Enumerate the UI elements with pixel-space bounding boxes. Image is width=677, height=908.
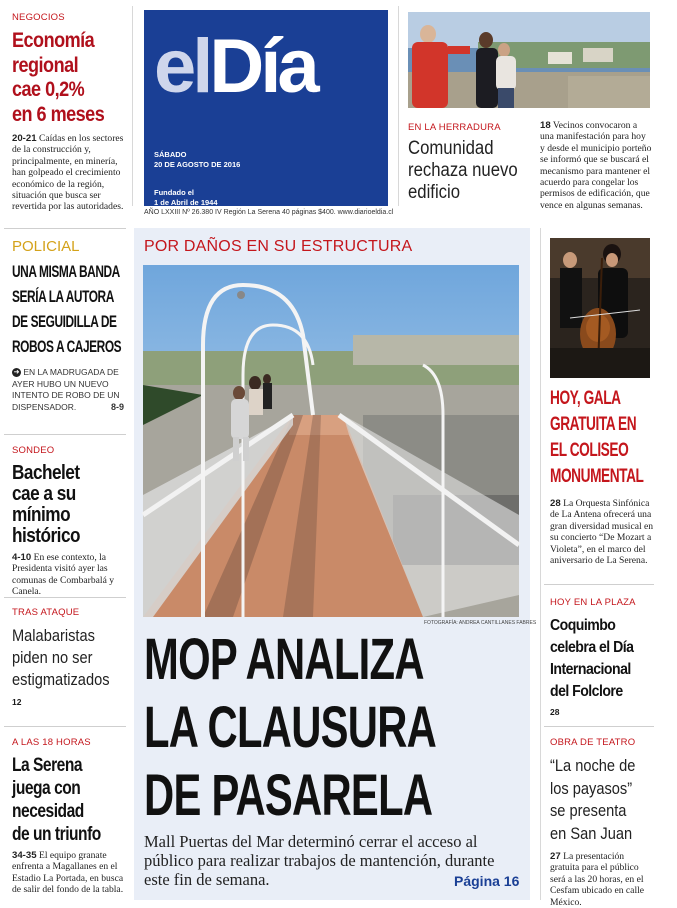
negocios-body: 20-21 Caídas en los sectores de la construcción y, principalmente, en minería, han golpeado el crecimiento económico de la región, situación que busca ser revertida por las autoridades.	[12, 133, 124, 213]
negocios-kicker: NEGOCIOS	[12, 12, 65, 23]
teatro-pages: 27	[550, 851, 561, 862]
divider	[4, 434, 126, 435]
photo-credit: FOTOGRAFÍA: ANDREA CANTILLANES FABRES	[424, 620, 537, 626]
cellist-illustration	[550, 238, 650, 378]
serena-kicker: A LAS 18 HORAS	[12, 737, 91, 748]
main-feature[interactable]	[134, 228, 537, 900]
plaza-pages: 28	[550, 707, 560, 717]
serena-pages: 34-35	[12, 850, 37, 861]
teatro-headline: “La noche de los payasos” se presenta en San Juan	[550, 756, 636, 843]
divider	[4, 726, 126, 727]
policial-body: ➜ EN LA MADRUGADA DE AYER HUBO UN NUEVO INTENTO DE ROBO DE UN DISPENSADOR. 8-9	[12, 367, 124, 412]
footbridge-photo[interactable]	[143, 265, 519, 617]
herradura-photo[interactable]	[408, 12, 650, 108]
policial-pages: 8-9	[110, 401, 124, 412]
issue-info: AÑO LXXIII Nº 26.380 IV Región La Serena 40 páginas $400. www.diarioeldia.cl	[144, 209, 394, 216]
orchestra-photo[interactable]	[550, 238, 650, 378]
teatro-body: 27 La presentación gratuita para el público será a las 20 horas, en el Cesfam ubicado en calle México.	[550, 851, 645, 908]
sondeo-headline: Bachelet cae a su mínimo histórico	[12, 462, 80, 547]
gala-pages: 28	[550, 498, 561, 509]
teatro-kicker: OBRA DE TEATRO	[550, 737, 636, 748]
divider	[398, 6, 399, 206]
sondeo-body: 4-10 En ese contexto, la Presidenta visitó ayer las comunas de Combarbalá y Canela.	[12, 552, 115, 598]
plaza-kicker: HOY EN LA PLAZA	[550, 597, 636, 608]
feature-deck: Mall Puertas del Mar determinó cerrar el acceso al público para realizar trabajos de mantención, durante este fin de semana.	[144, 832, 495, 889]
founded-note: Fundado el 1 de Abril de 1944	[154, 188, 218, 207]
ataque-kicker: TRAS ATAQUE	[12, 607, 80, 618]
herradura-pages: 18	[540, 120, 551, 131]
policial-kicker: POLICIAL	[12, 238, 80, 255]
ataque-headline: Malabaristas piden no ser estigmatizados	[12, 626, 110, 689]
sondeo-story[interactable]	[12, 445, 124, 598]
divider	[544, 726, 654, 727]
divider	[132, 6, 133, 206]
gala-story[interactable]	[550, 386, 654, 566]
negocios-story[interactable]	[12, 12, 124, 213]
ataque-pages: 12	[12, 697, 22, 707]
plaza-headline: Coquimbo celebra el Día Internacional del Folclore	[550, 617, 634, 700]
sondeo-pages: 4-10	[12, 552, 32, 563]
divider	[544, 584, 654, 585]
policial-story[interactable]	[12, 238, 124, 413]
herradura-headline: Comunidad rechaza nuevo edificio	[408, 138, 518, 203]
herradura-kicker: EN LA HERRADURA	[408, 122, 501, 133]
sondeo-kicker: SONDEO	[12, 445, 55, 456]
negocios-headline: Economía regional cae 0,2% en 6 meses	[12, 29, 105, 126]
teatro-story[interactable]	[550, 737, 654, 908]
logo: elDía	[154, 24, 316, 109]
divider	[540, 228, 541, 900]
gala-body: 28 La Orquesta Sinfónica de La Antena ofrecerá una gran diversidad musical en su concierto “De Mozart a Violeta”, en el marco del aniversario de La Serena.	[550, 498, 654, 567]
divider	[4, 228, 126, 229]
serena-headline: La Serena juega con necesidad de un triunfo	[12, 755, 101, 845]
negocios-pages: 20-21	[12, 133, 37, 144]
gala-headline: HOY, GALA GRATUITA EN EL COLISEO MONUMENTAL	[550, 388, 644, 487]
footbridge-illustration	[143, 265, 519, 617]
feature-page-link[interactable]: Página 16	[454, 873, 520, 889]
policial-headline: UNA MISMA BANDA SERÍA LA AUTORA DE SEGUIDILLA DE ROBOS A CAJEROS	[12, 262, 122, 356]
feature-headline: MOP ANALIZA LA CLAUSURA DE PASARELA	[144, 627, 437, 828]
ataque-story[interactable]	[12, 607, 124, 707]
people-photo-illustration	[408, 12, 650, 108]
plaza-story[interactable]	[550, 597, 654, 717]
serena-body: 34-35 El equipo granate enfrenta a Magallanes en el Estadio La Portada, en busca de salir del fondo de la tabla.	[12, 850, 124, 896]
feature-kicker: POR DAÑOS EN SU ESTRUCTURA	[144, 238, 413, 255]
divider	[4, 597, 126, 598]
serena-story[interactable]	[12, 737, 124, 896]
herradura-story[interactable]	[408, 122, 540, 204]
arrow-right-icon: ➜	[13, 369, 20, 377]
herradura-body: 18 Vecinos convocaron a una manifestación para hoy y desde el municipio porteño se informó que se buscará el mecanismo para mantener el acuerdo para congelar los permisos de edificación, que vence en algunas semanas.	[540, 120, 652, 211]
masthead[interactable]	[144, 10, 388, 206]
issue-date: SÁBADO 20 DE AGOSTO DE 2016	[154, 150, 241, 169]
